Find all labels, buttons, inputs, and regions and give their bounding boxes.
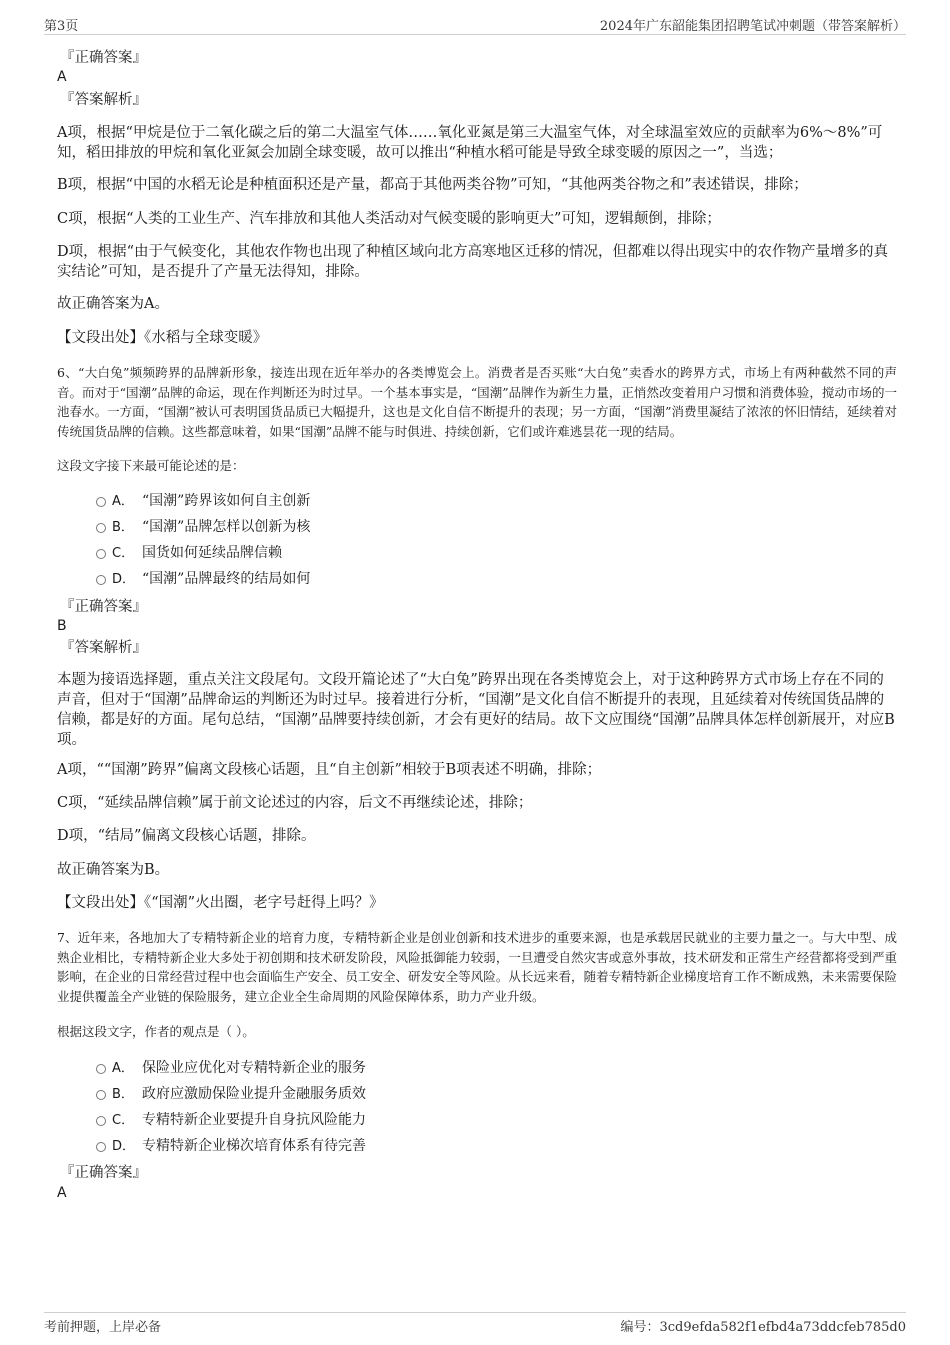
analysis-paragraph: C项，“延续品牌信赖”属于前文论述过的内容，后文不再继续论述，排除；	[57, 795, 533, 811]
analysis-paragraph: D项，“结局”偏离文段核心话题，排除。	[57, 828, 316, 844]
option-b[interactable]: B． 政府应激励保险业提升金融服务质效	[96, 1083, 366, 1105]
option-a[interactable]: A． 保险业应优化对专精特新企业的服务	[96, 1057, 366, 1079]
radio-icon[interactable]	[96, 575, 106, 585]
radio-icon[interactable]	[96, 1142, 106, 1152]
option-d[interactable]: D． 专精特新企业梯次培育体系有待完善	[96, 1135, 366, 1157]
question-stem: 7、近年来，各地加大了专精特新企业的培育力度，专精特新企业是创业创新和技术进步的重要来源，也是承载居民就业的主要力量之一。与大中型、成熟企业相比，专精特新企业大多处于初创期和技术研发阶段，风险抵御能力较弱，一旦遭受自然灾害或意外事故，技术研发和正常生产经营都将受到严重影响，在企业的日常经营过程中也会面临生产安全、员工安全、研发安全等风险。从长远来看，随着专精特新企业梯度培育工作不断成熟，未来需要保险业提供覆盖全产业链的保险服务，建立企业全生命周期的风险保障体系，助力产业升级。	[57, 930, 897, 1004]
page-header	[44, 14, 906, 35]
correct-answer-label: 『正确答案』	[60, 1165, 147, 1181]
radio-icon[interactable]	[96, 1090, 106, 1100]
correct-answer-label: 『正确答案』	[60, 599, 147, 615]
radio-icon[interactable]	[96, 549, 106, 559]
analysis-label: 『答案解析』	[60, 92, 147, 108]
analysis-label: 『答案解析』	[60, 640, 147, 656]
analysis-paragraph: B项，根据“中国的水稻无论是种植面积还是产量，都高于其他两类谷物”可知，“其他两类谷物之和”表述错误，排除；	[57, 177, 808, 193]
analysis-paragraph: A项，根据“甲烷是位于二氧化碳之后的第二大温室气体……氧化亚氮是第三大温室气体，对全球温室效应的贡献率为6%～8%”可知，稻田排放的甲烷和氧化亚氮会加剧全球变暖，故可以推出“种植水稻可能是导致全球变暖的原因之一”，当选；	[57, 125, 883, 161]
correct-answer-value: B	[57, 618, 67, 634]
footer-slogan: 考前押题，上岸必备	[44, 1320, 162, 1335]
radio-icon[interactable]	[96, 1116, 106, 1126]
analysis-conclusion: 故正确答案为A。	[57, 296, 169, 312]
document-title: 2024年广东韶能集团招聘笔试冲刺题（带答案解析）	[599, 19, 906, 34]
question-stem: 6、“大白兔”频频跨界的品牌新形象，接连出现在近年举办的各类博览会上。消费者是否买账“大白兔”卖香水的跨界方式，市场上有两种截然不同的声音。而对于“国潮”品牌的命运，现在作判断还为时过早。一个基本事实是，“国潮”品牌作为新生力量，正悄然改变着用户习惯和消费体验，搅动市场的一池春水。一方面，“国潮”被认可表明国货品质已大幅提升，这也是文化自信不断提升的表现；另一方面，“国潮”消费里凝结了浓浓的怀旧情结，延续着对传统国货品牌的信赖。这些都意味着，如果“国潮”品牌不能与时俱进、持续创新，它们或许难逃昙花一现的结局。	[57, 365, 897, 439]
question-prompt: 根据这段文字，作者的观点是（ ）。	[57, 1024, 255, 1039]
correct-answer-label: 『正确答案』	[60, 50, 147, 66]
analysis-paragraph: 本题为接语选择题，重点关注文段尾句。文段开篇论述了“大白兔”跨界出现在各类博览会上，对于这种跨界方式市场上存在不同的声音，但对于“国潮”品牌命运的判断还为时过早。接着进行分析，“国潮”是文化自信不断提升的表现，且延续着对传统国货品牌的信赖，都是好的方面。尾句总结，“国潮”品牌要持续创新，才会有更好的结局。故下文应围绕“国潮”品牌具体怎样创新展开，对应B项。	[57, 672, 895, 748]
source-citation: 【文段出处】《水稻与全球变暖》	[57, 330, 268, 346]
correct-answer-value: A	[57, 1185, 67, 1201]
option-a[interactable]: A． “国潮”跨界该如何自主创新	[96, 490, 310, 512]
correct-answer-value: A	[57, 69, 67, 85]
page-footer	[44, 1312, 906, 1333]
option-c[interactable]: C． 专精特新企业要提升自身抗风险能力	[96, 1109, 366, 1131]
analysis-paragraph: A项，““国潮”跨界”偏离文段核心话题，且“自主创新”相较于B项表述不明确，排除；	[57, 762, 602, 778]
radio-icon[interactable]	[96, 497, 106, 507]
question-prompt: 这段文字接下来最可能论述的是：	[57, 458, 245, 473]
option-d[interactable]: D． “国潮”品牌最终的结局如何	[96, 568, 310, 590]
radio-icon[interactable]	[96, 1064, 106, 1074]
analysis-conclusion: 故正确答案为B。	[57, 862, 170, 878]
source-citation: 【文段出处】《“国潮”火出圈，老字号赶得上吗？》	[57, 895, 384, 911]
option-b[interactable]: B． “国潮”品牌怎样以创新为核	[96, 516, 310, 538]
document-code: 编号：3cd9efda582f1efbd4a73ddcfeb785d0	[620, 1320, 906, 1335]
analysis-paragraph: D项，根据“由于气候变化，其他农作物也出现了种植区域向北方高寒地区迁移的情况，但都难以得出现实中的农作物产量增多的真实结论”可知，是否提升了产量无法得知，排除。	[57, 244, 889, 280]
analysis-paragraph: C项，根据“人类的工业生产、汽车排放和其他人类活动对气候变暖的影响更大”可知，逻辑颠倒，排除；	[57, 211, 721, 227]
option-c[interactable]: C． 国货如何延续品牌信赖	[96, 542, 282, 564]
radio-icon[interactable]	[96, 523, 106, 533]
page-number: 第3页	[44, 19, 79, 34]
